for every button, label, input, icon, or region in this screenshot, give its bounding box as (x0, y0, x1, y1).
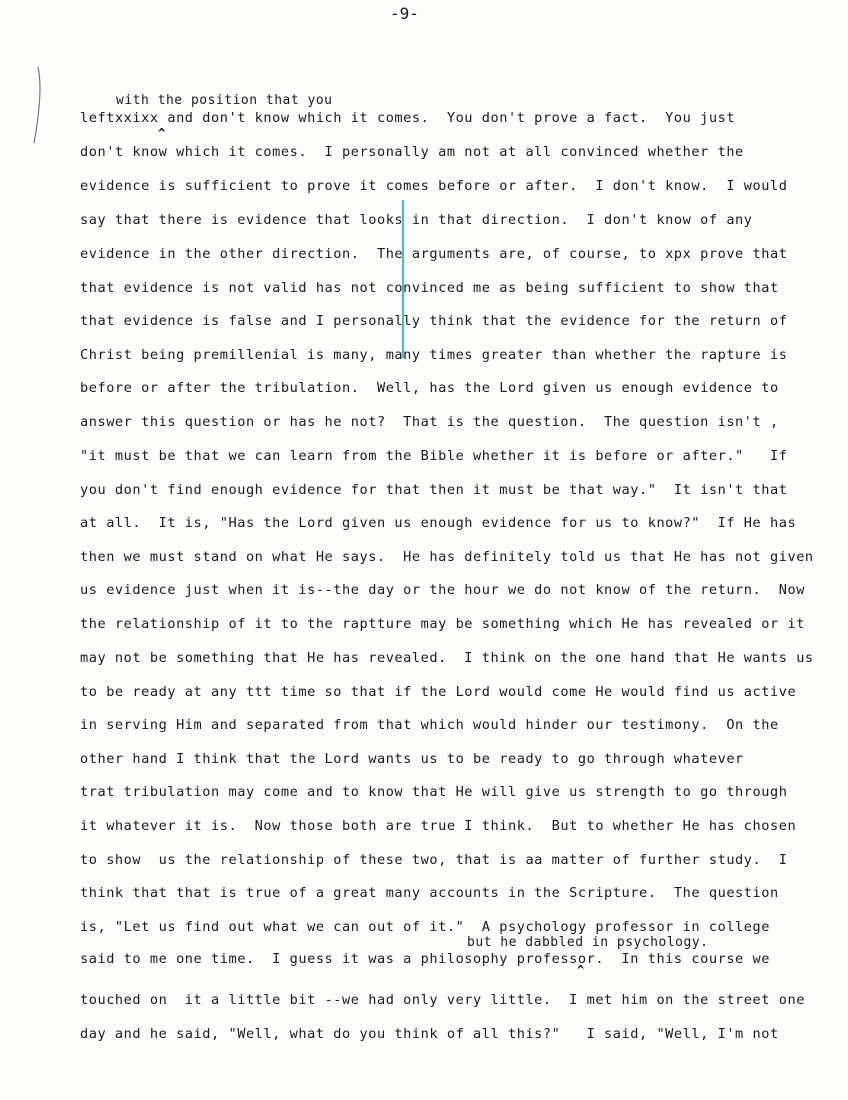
text-line-18: to be ready at any ttt time so that if the Lord would come He would find us active (80, 684, 797, 700)
text-line-20: other hand I think that the Lord wants us to be ready to go through whatever (80, 751, 744, 767)
text-line-5: evidence in the other direction. The arguments are, of course, to xpx prove that (80, 246, 788, 262)
text-line-11: "it must be that we can learn from the Bible whether it is before or after." If (80, 448, 788, 464)
insertion-above-line-26: but he dabbled in psychology. (467, 935, 709, 950)
text-line-2: don't know which it comes. I personally am not at all convinced whether the (80, 144, 744, 160)
margin-pencil-mark (28, 65, 48, 145)
text-line-7: that evidence is false and I personally think that the evidence for the return of (80, 313, 788, 329)
insertion-caret: ^ (158, 126, 166, 140)
text-line-24: think that that is true of a great many accounts in the Scripture. The question (80, 885, 779, 901)
text-line-13: at all. It is, "Has the Lord given us enough evidence for us to know?" If He has (80, 515, 797, 531)
text-line-26: said to me one time. I guess it was a philosophy professor. In this course we (80, 951, 770, 967)
text-line-27: touched on it a little bit --we had only very little. I met him on the street one (80, 992, 805, 1008)
text-line-17: may not be something that He has revealed. I think on the one hand that He wants us (80, 650, 814, 666)
text-line-3: evidence is sufficient to prove it comes before or after. I don't know. I would (80, 178, 788, 194)
text-line-6: that evidence is not valid has not convinced me as being sufficient to show that (80, 280, 779, 296)
insertion-above-line-1: with the position that you (116, 93, 333, 108)
text-line-1: leftxxixx and don't know which it comes. You don't prove a fact. You just (80, 110, 736, 126)
text-line-14: then we must stand on what He says. He has definitely told us that He has not given (80, 549, 814, 565)
text-line-9: before or after the tribulation. Well, has the Lord given us enough evidence to (80, 380, 779, 396)
text-line-15: us evidence just when it is--the day or the hour we do not know of the return. Now (80, 582, 805, 598)
text-line-4: say that there is evidence that looks in that direction. I don't know of any (80, 212, 753, 228)
text-line-23: to show us the relationship of these two, that is aa matter of further study. I (80, 852, 788, 868)
text-line-28: day and he said, "Well, what do you think of all this?" I said, "Well, I'm not (80, 1026, 779, 1042)
text-line-8: Christ being premillenial is many, many times greater than whether the rapture is (80, 347, 788, 363)
text-line-12: you don't find enough evidence for that then it must be that way." It isn't that (80, 482, 788, 498)
insertion-caret: ^ (577, 963, 585, 977)
page-number: -9- (390, 4, 419, 23)
text-line-21: trat tribulation may come and to know that He will give us strength to go through (80, 784, 788, 800)
text-line-16: the relationship of it to the raptture may be something which He has revealed or it (80, 616, 805, 632)
text-line-22: it whatever it is. Now those both are true I think. But to whether He has chosen (80, 818, 797, 834)
text-line-10: answer this question or has he not? That is the question. The question isn't , (80, 414, 779, 430)
text-line-19: in serving Him and separated from that which would hinder our testimony. On the (80, 717, 779, 733)
text-line-25: is, "Let us find out what we can out of it." A psychology professor in college (80, 919, 770, 935)
